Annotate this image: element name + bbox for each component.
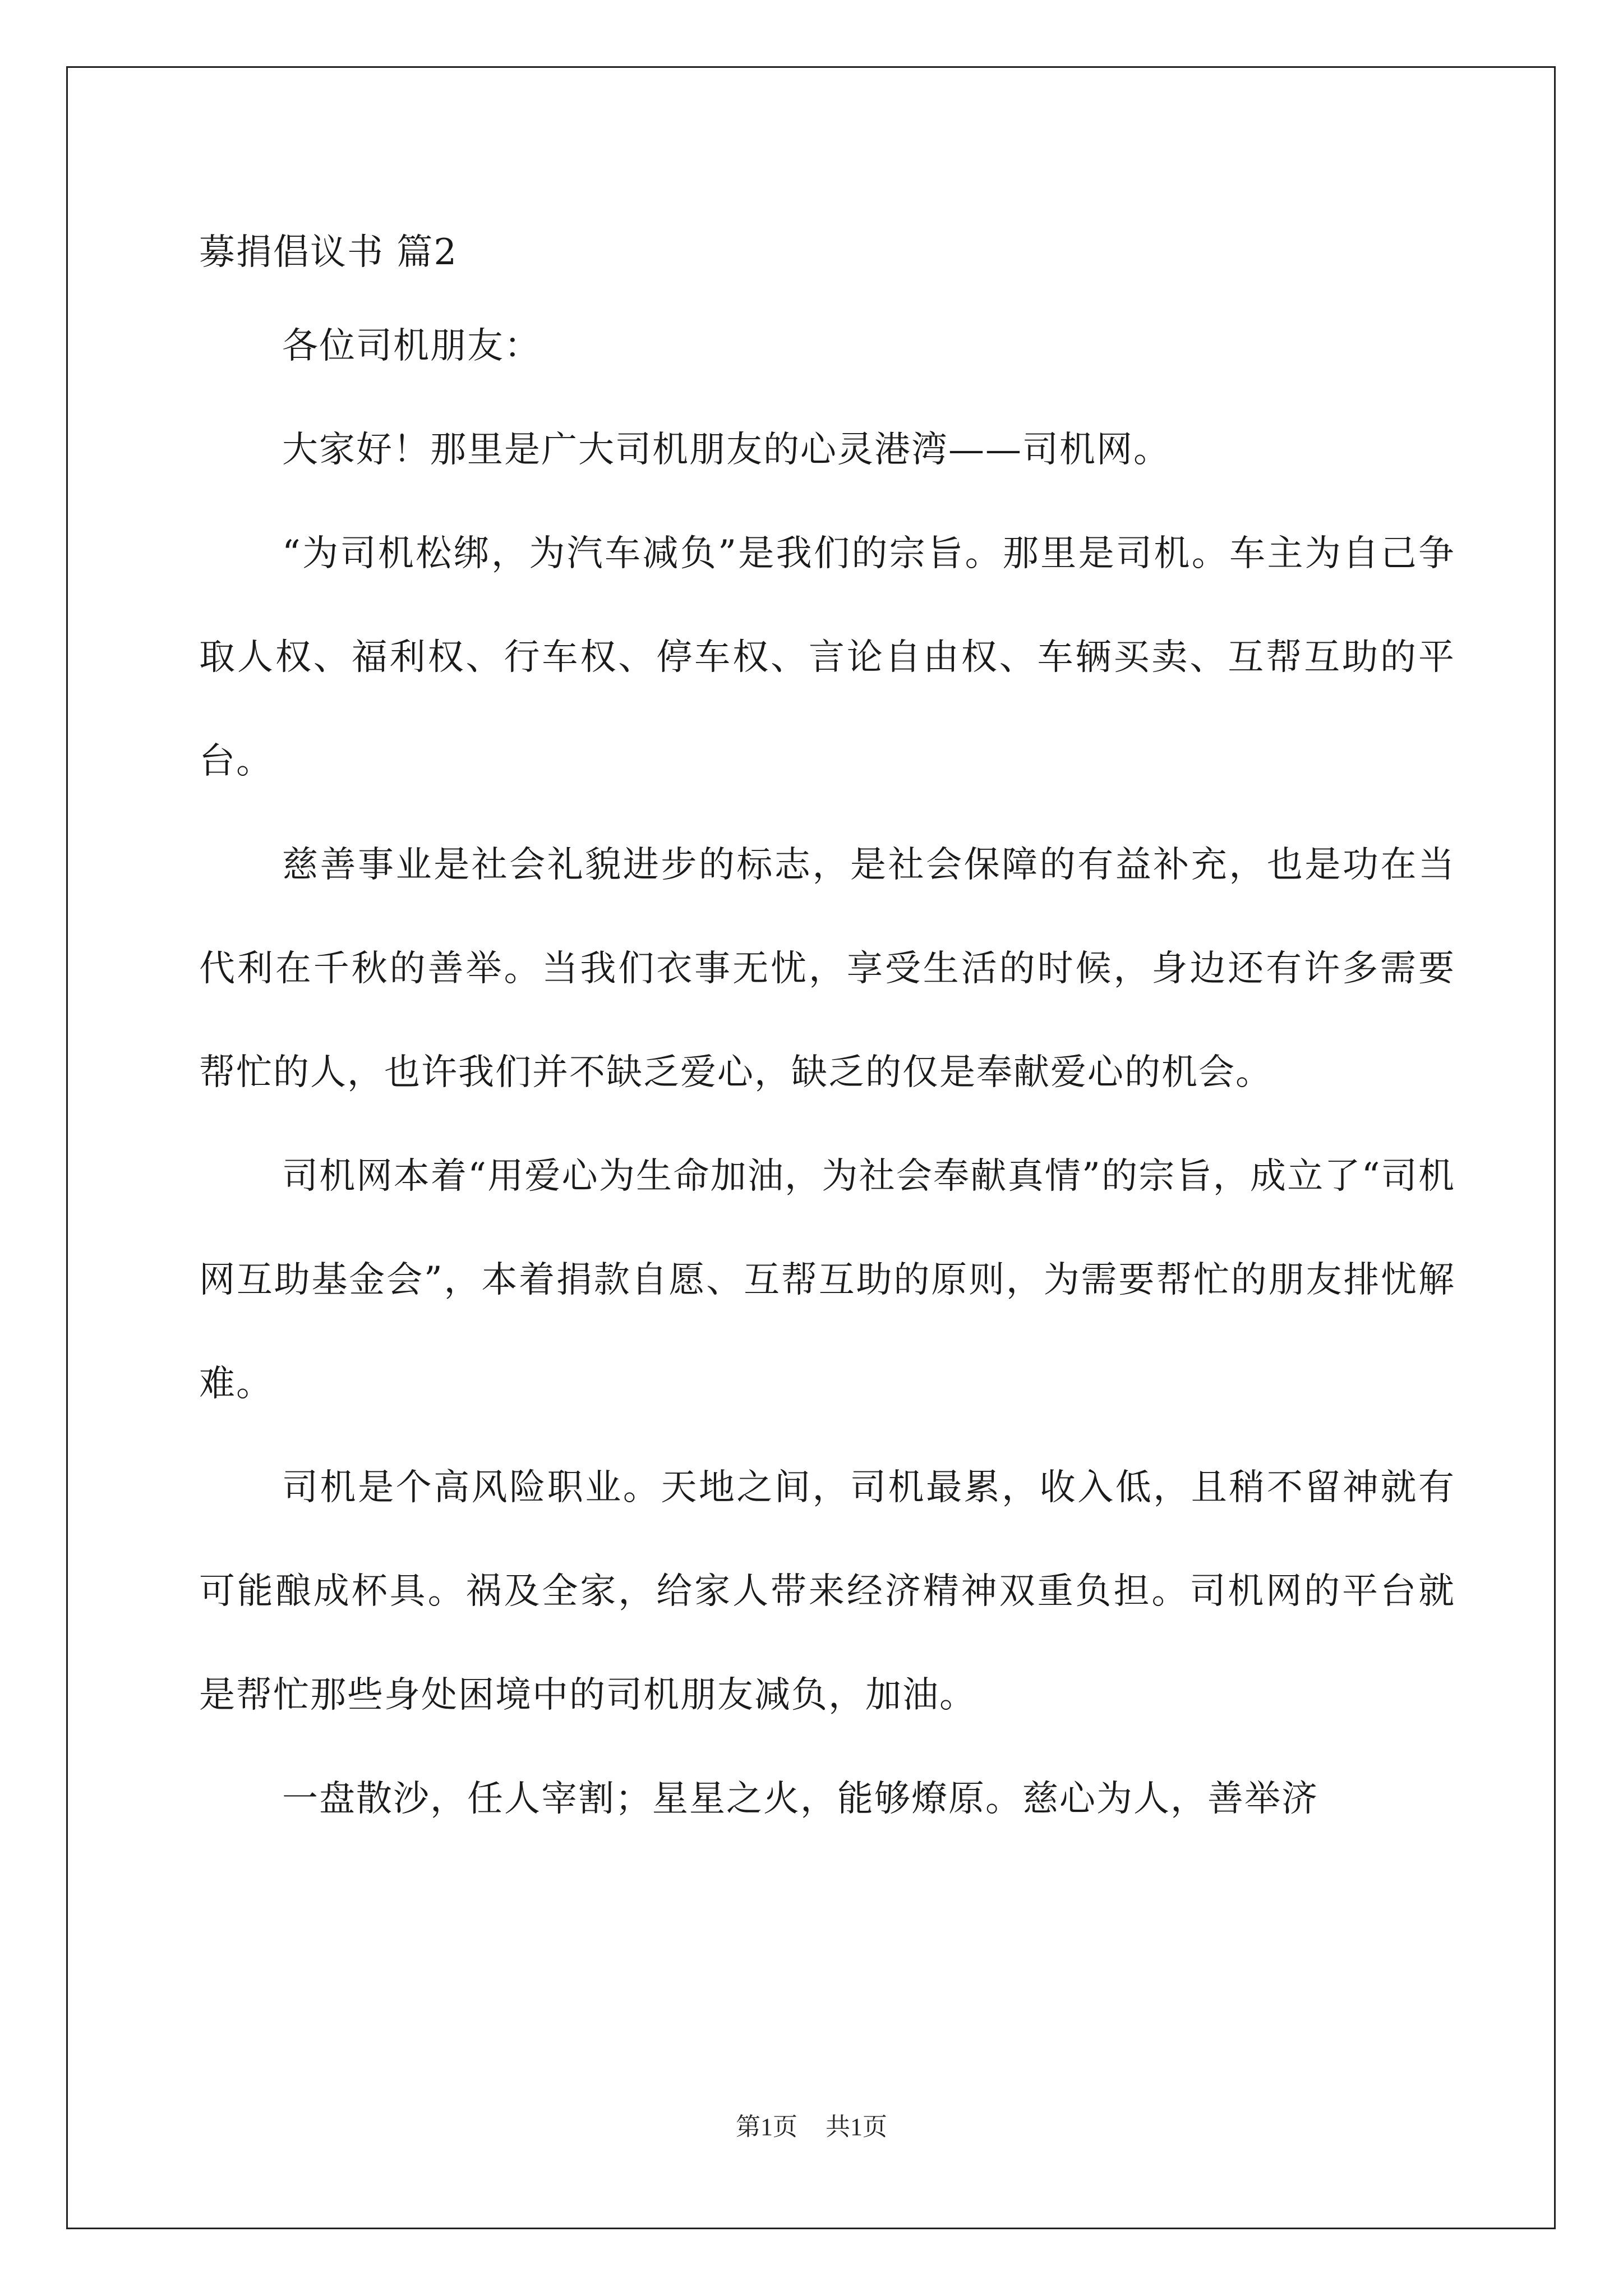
paragraph-purpose: “为司机松绑，为汽车减负”是我们的宗旨。那里是司机。车主为自己争取人权、福利权、行车权、停车权、言论自由权、车辆买卖、互帮互助的平台。 [199, 533, 1455, 782]
document-title: 募捐倡议书 篇2 [199, 232, 458, 273]
paragraph-charity: 慈善事业是社会礼貌进步的标志，是社会保障的有益补充，也是功在当代利在千秋的善举。当我们衣事无忧，享受生活的时候，身边还有许多需要帮忙的人，也许我们并不缺乏爱心，缺乏的仅是奉献爱心的机会。 [199, 844, 1455, 1093]
page-total: 共1页 [826, 2113, 887, 2141]
paragraph-salutation: 各位司机朋友： [282, 325, 541, 367]
document-body [199, 210, 1455, 1851]
page-footer [0, 2106, 1623, 2142]
paragraph-risk: 司机是个高风险职业。天地之间，司机最累，收入低，且稍不留神就有可能酿成杯具。祸及全家，给家人带来经济精神双重负担。司机网的平台就是帮忙那些身处困境中的司机朋友减负，加油。 [199, 1467, 1455, 1716]
paragraph-foundation: 司机网本着“用爱心为生命加油，为社会奉献真情”的宗旨，成立了“司机网互助基金会”，本着捐款自愿、互帮互助的原则，为需要帮忙的朋友排忧解难。 [199, 1156, 1455, 1405]
paragraph-greeting: 大家好！那里是广大司机朋友的心灵港湾——司机网。 [282, 429, 1170, 471]
page-number: 第1页 [736, 2113, 797, 2141]
paragraph-closing: 一盘散沙，任人宰割；星星之火，能够燎原。慈心为人，善举济 [282, 1778, 1318, 1820]
